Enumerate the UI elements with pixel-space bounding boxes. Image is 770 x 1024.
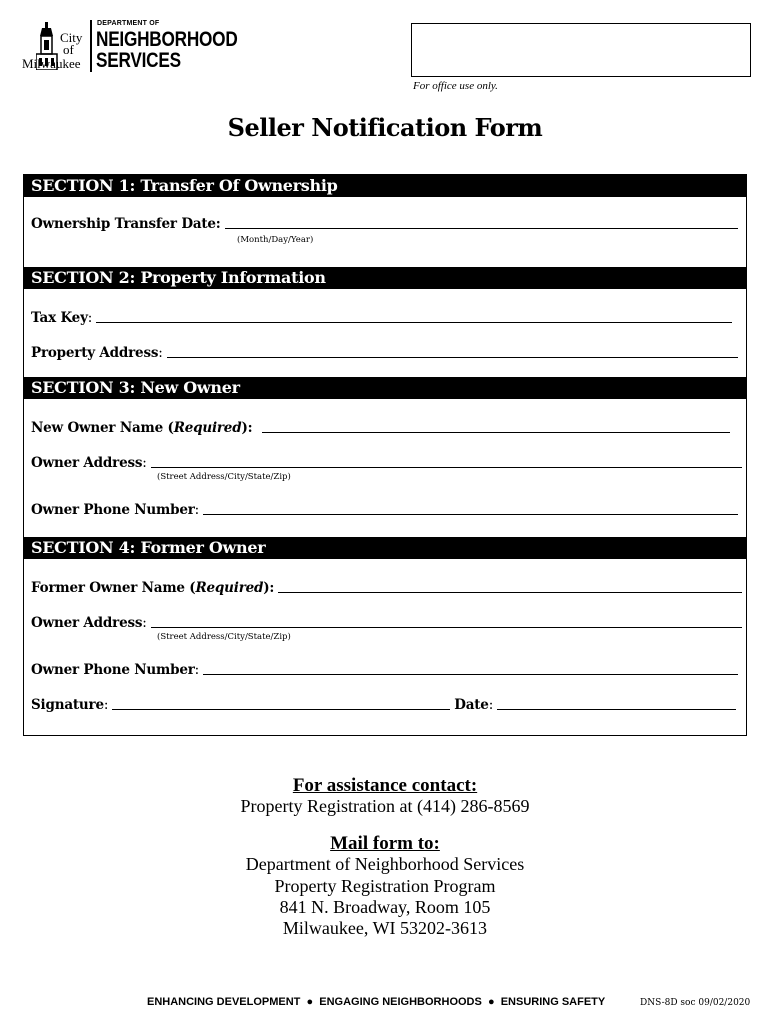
logo-of-word: of	[63, 42, 74, 57]
former-owner-address-line[interactable]	[151, 626, 742, 628]
new-owner-name-line[interactable]	[262, 431, 730, 433]
tax-key-label: Tax Key:	[31, 310, 93, 326]
former-owner-name-field[interactable]	[31, 578, 742, 596]
section-4-header: SECTION 4: Former Owner	[24, 537, 746, 559]
property-address-field[interactable]	[31, 343, 738, 361]
form-title: Seller Notification Form	[227, 113, 543, 142]
property-address-line[interactable]	[167, 356, 738, 358]
mail-heading: Mail form to:	[330, 833, 440, 854]
mail-line-4: Milwaukee, WI 53202-3613	[282, 918, 488, 938]
mail-line-2: Property Registration Program	[274, 876, 496, 896]
office-use-box[interactable]	[411, 23, 751, 77]
former-owner-address-hint: (Street Address/City/State/Zip)	[157, 632, 291, 642]
logo-dept-of: DEPARTMENT OF	[97, 20, 160, 27]
former-owner-phone-label: Owner Phone Number:	[31, 662, 200, 678]
mail-line-3: 841 N. Broadway, Room 105	[279, 897, 491, 917]
logo-milwaukee-word: Milwaukee	[22, 56, 81, 71]
former-owner-phone-line[interactable]	[203, 673, 738, 675]
signature-label: Signature:	[31, 697, 109, 713]
new-owner-address-line[interactable]	[151, 466, 742, 468]
new-owner-address-field[interactable]	[31, 453, 742, 471]
office-use-note: For office use only.	[413, 80, 498, 92]
signature-line[interactable]	[112, 708, 450, 710]
new-owner-phone-field[interactable]	[31, 500, 738, 518]
former-owner-address-label: Owner Address:	[31, 615, 147, 631]
ownership-transfer-date-line[interactable]	[225, 227, 738, 229]
footer-slogan: ENHANCING DEVELOPMENT ● ENGAGING NEIGHBORHOODS ● ENSURING SAFETY	[147, 996, 606, 1008]
new-owner-phone-line[interactable]	[203, 513, 738, 515]
signature-date-label: Date:	[454, 697, 494, 713]
section-2-header: SECTION 2: Property Information	[24, 267, 746, 289]
form-code: DNS-8D soc 09/02/2020	[640, 998, 751, 1008]
dns-logo	[20, 18, 238, 78]
new-owner-name-label: New Owner Name (Required):	[31, 420, 253, 436]
signature-date-line[interactable]	[497, 708, 736, 710]
logo-city-word: City	[60, 30, 83, 45]
signature-date-row	[31, 695, 736, 713]
assistance-phone: Property Registration at (414) 286-8569	[240, 796, 530, 816]
former-owner-phone-field[interactable]	[31, 660, 738, 678]
former-owner-name-line[interactable]	[278, 591, 742, 593]
new-owner-phone-label: Owner Phone Number:	[31, 502, 200, 518]
former-owner-address-field[interactable]	[31, 613, 742, 631]
ownership-transfer-date-label: Ownership Transfer Date:	[31, 216, 221, 232]
logo-divider	[90, 20, 92, 72]
former-owner-name-label: Former Owner Name (Required):	[31, 580, 275, 596]
ownership-transfer-date-field[interactable]	[31, 214, 738, 232]
new-owner-address-label: Owner Address:	[31, 455, 147, 471]
tax-key-line[interactable]	[96, 321, 732, 323]
section-3-header: SECTION 3: New Owner	[24, 377, 746, 399]
assistance-heading: For assistance contact:	[292, 775, 478, 796]
section-1-header: SECTION 1: Transfer Of Ownership	[24, 175, 746, 197]
new-owner-name-field[interactable]	[31, 418, 730, 436]
logo-services: SERVICES	[96, 49, 181, 72]
property-address-label: Property Address:	[31, 345, 163, 361]
mail-line-1: Department of Neighborhood Services	[245, 854, 525, 874]
logo-neighborhood: NEIGHBORHOOD	[96, 28, 238, 51]
date-format-hint: (Month/Day/Year)	[237, 235, 314, 245]
new-owner-address-hint: (Street Address/City/State/Zip)	[157, 472, 291, 482]
tax-key-field[interactable]	[31, 308, 732, 326]
